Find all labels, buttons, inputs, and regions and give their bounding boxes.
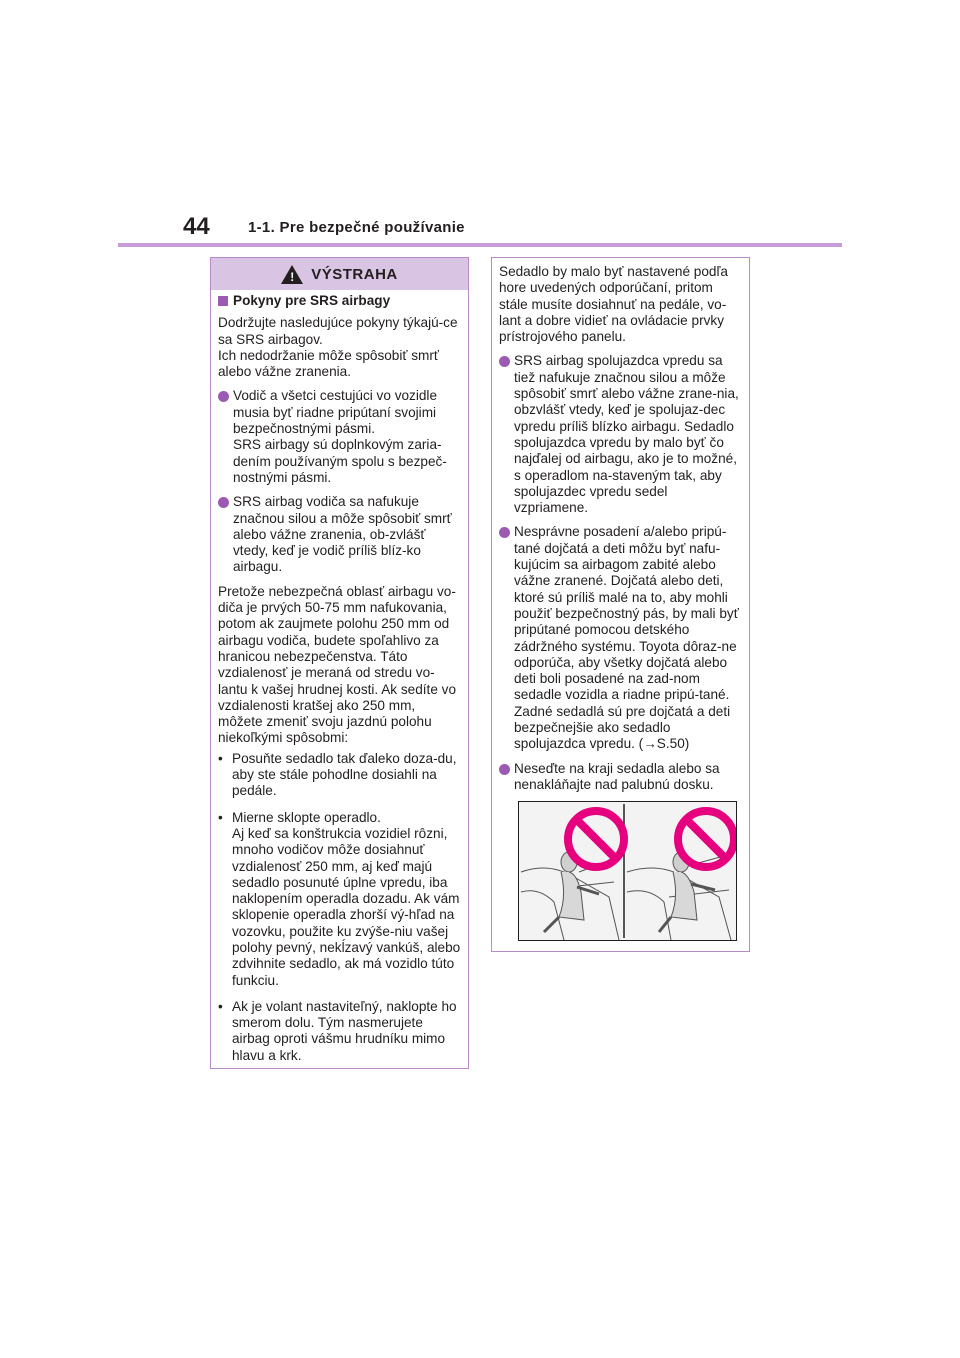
distance-paragraph: Pretože nebezpečná oblasť airbagu vo-diča je prvých 50-75 mm nafukovania, potom ak zaujmete polohu 250 mm od airbagu vodiča, budete spoľahlivo za hranicou nebezpečenstva. Táto vzdialenosť je meraná od stredu vo-lantu k vašej hrudnej kosti. Ak sedíte vo vzdialenosti kratšej ako 250 mm, môžete zmeniť svoju jazdnú polohu niekoľkými spôsobmi: (218, 583, 457, 746)
sub-text: Ak je volant nastaviteľný, naklopte ho smerom dolu. Tým nasmerujete airbag oproti vášmu hrudníku mimo hlavu a krk. (232, 998, 457, 1063)
list-item (218, 810, 462, 989)
section-title: 1-1. Pre bezpečné používanie (248, 219, 465, 236)
warning-content (211, 290, 468, 1064)
intro-text (218, 315, 462, 380)
page-number: 44 (183, 213, 210, 240)
sub-text: Posuňte sedadlo tak ďaleko doza-du, aby ste stále pohodlne dosiahli na pedále. (232, 750, 457, 799)
header-rule (118, 243, 842, 247)
square-bullet-icon (218, 296, 228, 306)
list-item (499, 353, 743, 516)
list-item (499, 761, 743, 794)
sub-text-cont: Aj keď sa konštrukcia vozidiel rôzni, mnoho vodičov môže dosiahnuť vzdialenosť 250 mm, aj keď majú sedadlo posunuté úplne vpredu, iba naklopením operadla dozadu. Ak vám sklopenie operadla zhorší vý-hľad na vozovku, použite ku zvýše-niu vašej polohy pevný, nekĺzavý vankúš, alebo zdvihnite sedadlo, ak má vozidlo túto funkciu. (232, 825, 461, 988)
sub-text: Mierne sklopte operadlo. (232, 809, 381, 825)
bullet-text: Vodič a všetci cestujúci vo vozidle musia byť riadne pripútaní svojimi bezpečnostnými pásmi. (233, 388, 438, 437)
warning-title: VÝSTRAHA (311, 265, 398, 283)
list-item (218, 494, 462, 575)
warning-triangle-icon: ! (281, 265, 303, 284)
bullet-dot-icon (218, 497, 229, 508)
bullet-mark: • (218, 809, 223, 825)
bullet-mark: • (218, 750, 223, 766)
bullet-text: SRS airbag spolujazdca vpredu sa tiež nafukuje značnou silou a môže spôsobiť smrť alebo vážne zrane-nia, obzvlášť vtedy, keď je spolujaz-dec vpredu príliš blízko airbagu. Sedadlo spolujazdca vpredu by malo byť čo najďalej od airbagu, ako je to možné, s operadlom na-staveným tak, aby spolujazdec vpredu sedel vzpriamene. (514, 353, 739, 516)
warning-heading-text: Pokyny pre SRS airbagy (233, 293, 391, 308)
bullet-text: SRS airbag vodiča sa nafukuje značnou silou a môže spôsobiť smrť alebo vážne zranenia, ob-zvlášť vtedy, keď je vodič príliš blíz-ko airbagu. (233, 494, 452, 575)
bullet-dot-icon (499, 527, 510, 538)
warning-box-continued (491, 257, 750, 952)
warning-content-continued (492, 258, 749, 941)
list-item (218, 999, 462, 1064)
intro-line-1: Dodržujte nasledujúce pokyny týkajú-ce sa SRS airbagov. (218, 315, 458, 347)
bullet-mark: • (218, 998, 223, 1014)
list-item (218, 751, 462, 800)
warning-box (210, 257, 469, 1069)
list-item (499, 524, 743, 752)
bullet-dot-icon (499, 356, 510, 367)
illustration-svg (519, 802, 736, 940)
bullet-dot-icon (218, 391, 229, 402)
illustration (518, 801, 737, 941)
bullet-dot-icon (499, 764, 510, 775)
bullet-text-cont: SRS airbagy sú doplnkovým zaria-dením používaným spolu s bezpeč-nostnými pásmi. (233, 437, 447, 485)
seat-paragraph: Sedadlo by malo byť nastavené podľa hore uvedených odporúčaní, pritom stále musíte dosiahnuť na pedále, vo-lant a dobre vidieť na ovládacie prvky prístrojového panelu. (499, 264, 728, 345)
bullet-text: Neseďte na kraji sedadla alebo sa nenakláňajte nad palubnú dosku. (514, 760, 720, 792)
warning-heading (218, 293, 462, 309)
bullet-text: Nesprávne posadení a/alebo pripú-tané dojčatá a deti môžu byť nafu-kujúcim sa airbagom zabité alebo vážne zranené. Dojčatá alebo deti, ktoré sú príliš malé na to, aby mohli použiť bezpečnostný pás, by mali byť pripútané pomocou detského zádržného systému. Toyota dôraz-ne odporúča, aby všetky dojčatá alebo deti boli posadené na zad-nom sedadle vozidla a riadne pripú-tané. Zadné sedadlá sú pre dojčatá a deti bezpečnejšie ako sedadlo spolujazdca vpredu. (→S.50) (514, 524, 739, 752)
warning-header (211, 258, 468, 290)
list-item (218, 388, 462, 486)
intro-line-2: Ich nedodržanie môže spôsobiť smrť alebo vážne zranenia. (218, 347, 440, 380)
